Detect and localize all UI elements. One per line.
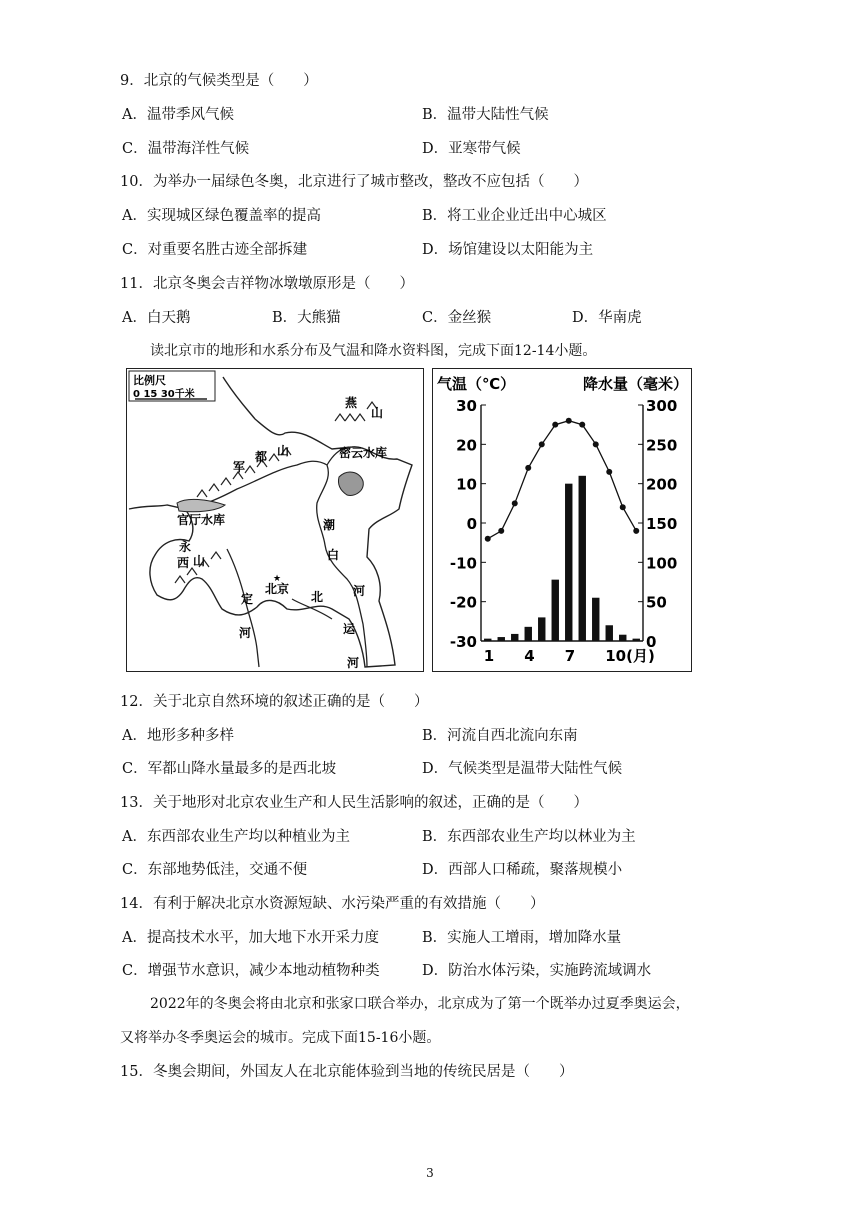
q14-option-b: B．实施人工增雨，增加降水量 — [422, 930, 622, 946]
question-9-stem: 9．北京的气候类型是（ ） — [120, 73, 318, 89]
q11-option-c: C．金丝猴 — [422, 310, 492, 326]
climate-chart-svg — [433, 369, 690, 670]
temperature-line — [488, 421, 637, 539]
q13-option-d: D．西部人口稀疏，聚落规模小 — [422, 862, 623, 878]
precipitation-bar — [538, 617, 545, 641]
climate-chart — [432, 368, 692, 672]
left-tick-label: 20 — [456, 436, 477, 455]
precipitation-bar — [552, 580, 559, 641]
temperature-point — [512, 500, 518, 506]
intro-15-16-line2: 又将举办冬季奥运会的城市。完成下面15-16小题。 — [120, 1030, 441, 1046]
map-labels — [177, 395, 387, 670]
label-he3: 河 — [347, 656, 360, 670]
precipitation-bar — [498, 637, 505, 641]
q13-option-b: B．东西部农业生产均以林业为主 — [422, 829, 636, 845]
precipitation-bar — [525, 627, 532, 641]
map-svg — [127, 369, 422, 670]
temperature-point — [606, 469, 612, 475]
precipitation-bar — [579, 476, 586, 641]
precipitation-bar — [592, 598, 599, 641]
label-beijing: 北京 — [265, 582, 290, 596]
miyun-reservoir-shape — [338, 472, 363, 495]
temperature-point — [566, 418, 572, 424]
x-tick-label: 10(月) — [605, 647, 655, 665]
left-tick-label: -10 — [449, 554, 477, 573]
label-guanting: 官厅水库 — [177, 513, 226, 527]
label-he2: 河 — [353, 584, 366, 598]
temperature-point — [552, 422, 558, 428]
question-13-stem: 13．关于地形对北京农业生产和人民生活影响的叙述，正确的是（ ） — [120, 795, 588, 811]
q12-option-a: A．地形多种多样 — [122, 728, 234, 744]
label-shan3: 山 — [193, 554, 206, 568]
q9-option-b: B．温带大陆性气候 — [422, 107, 549, 123]
left-tick-label: 30 — [456, 397, 477, 415]
label-yan: 燕 — [345, 396, 358, 410]
x-tick-label: 1 — [483, 647, 495, 665]
left-tick-label: 0 — [466, 515, 477, 533]
q9-option-d: D．亚寒带气候 — [422, 141, 521, 157]
label-he1: 河 — [239, 626, 252, 640]
q9-option-a: A．温带季风气候 — [122, 107, 234, 123]
q10-option-c: C．对重要名胜古迹全部拆建 — [122, 242, 308, 258]
q12-option-b: B．河流自西北流向东南 — [422, 728, 578, 744]
label-chao: 潮 — [323, 518, 336, 532]
temperature-point — [633, 528, 639, 534]
question-12-stem: 12．关于北京自然环境的叙述正确的是（ ） — [120, 694, 429, 710]
left-tick-label: -20 — [449, 593, 477, 612]
temperature-point — [593, 441, 599, 447]
left-tick-label: 10 — [456, 475, 477, 494]
q11-option-b: B．大熊猫 — [272, 310, 341, 326]
q9-option-c: C．温带海洋性气候 — [122, 141, 250, 157]
chaobai-river — [187, 461, 367, 667]
page-number: 3 — [426, 1166, 434, 1180]
precipitation-bar — [511, 634, 518, 641]
q13-option-a: A．东西部农业生产均以种植业为主 — [122, 829, 350, 845]
q14-option-a: A．提高技术水平，加大地下水开采力度 — [122, 930, 379, 946]
city-boundary — [129, 377, 412, 667]
label-miyun: 密云水库 — [339, 446, 388, 460]
q10-option-a: A．实现城区绿色覆盖率的提高 — [122, 208, 321, 224]
temperature-point — [485, 536, 491, 542]
question-11-stem: 11．北京冬奥会吉祥物冰墩墩原形是（ ） — [120, 276, 414, 292]
right-tick-label: 100 — [646, 554, 678, 573]
label-yong: 永 — [179, 540, 192, 554]
q14-option-c: C．增强节水意识，减少本地动植物种类 — [122, 963, 380, 979]
precipitation-bar — [619, 635, 626, 641]
right-tick-label: 300 — [646, 397, 678, 415]
scale-values: 0 15 30千米 — [133, 389, 195, 400]
temperature-point — [620, 504, 626, 510]
right-tick-label: 150 — [646, 515, 678, 533]
precipitation-bar — [606, 625, 613, 641]
q11-option-a: A．白天鹅 — [122, 310, 191, 326]
precipitation-bar — [565, 484, 572, 641]
label-bei: 北 — [311, 590, 324, 604]
question-10-stem: 10．为举办一届绿色冬奥，北京进行了城市整改，整改不应包括（ ） — [120, 174, 588, 190]
label-du: 都 — [255, 450, 268, 464]
yongding-river — [227, 549, 259, 667]
temperature-point — [498, 528, 504, 534]
label-yun: 运 — [343, 622, 356, 636]
label-shan1: 山 — [371, 406, 384, 420]
q10-option-b: B．将工业企业迁出中心城区 — [422, 208, 607, 224]
right-tick-label: 0 — [646, 633, 657, 651]
temperature-point — [579, 422, 585, 428]
q12-option-d: D．气候类型是温带大陆性气候 — [422, 761, 623, 777]
right-axis-label: 降水量（毫米） — [583, 375, 689, 393]
question-15-stem: 15．冬奥会期间，外国友人在北京能体验到当地的传统民居是（ ） — [120, 1064, 574, 1080]
question-14-stem: 14．有利于解决北京水资源短缺、水污染严重的有效措施（ ） — [120, 896, 545, 912]
label-jun: 军 — [233, 460, 246, 474]
guanting-reservoir-shape — [177, 499, 225, 511]
label-xi: 西 — [177, 556, 190, 570]
x-tick-label: 4 — [524, 647, 535, 665]
q14-option-d: D．防治水体污染，实施跨流域调水 — [422, 963, 652, 979]
x-tick-label: 7 — [564, 647, 576, 665]
label-ding: 定 — [241, 592, 254, 606]
temperature-points — [485, 418, 640, 542]
q13-option-c: C．东部地势低洼，交通不便 — [122, 862, 308, 878]
intro-15-16-line1: 2022年的冬奥会将由北京和张家口联合举办，北京成为了第一个既举办过夏季奥运会， — [150, 996, 690, 1012]
intro-12-14: 读北京市的地形和水系分布及气温和降水资料图，完成下面12-14小题。 — [150, 343, 597, 359]
temperature-point — [525, 465, 531, 471]
right-tick-label: 250 — [646, 436, 678, 455]
left-tick-label: -30 — [449, 633, 477, 651]
beijing-star-icon: ★ — [273, 574, 282, 584]
beijing-terrain-map — [126, 368, 424, 672]
right-tick-label: 200 — [646, 475, 678, 494]
q10-option-d: D．场馆建设以太阳能为主 — [422, 242, 594, 258]
q12-option-c: C．军都山降水量最多的是西北坡 — [122, 761, 337, 777]
scale-title: 比例尺 — [133, 374, 166, 387]
q11-option-d: D．华南虎 — [572, 310, 642, 326]
label-shan2: 山 — [277, 444, 290, 458]
temperature-point — [539, 441, 545, 447]
precipitation-bars — [484, 476, 640, 641]
label-bai: 白 — [327, 548, 340, 562]
right-tick-label: 50 — [646, 593, 667, 612]
left-axis-label: 气温（℃） — [437, 375, 516, 393]
